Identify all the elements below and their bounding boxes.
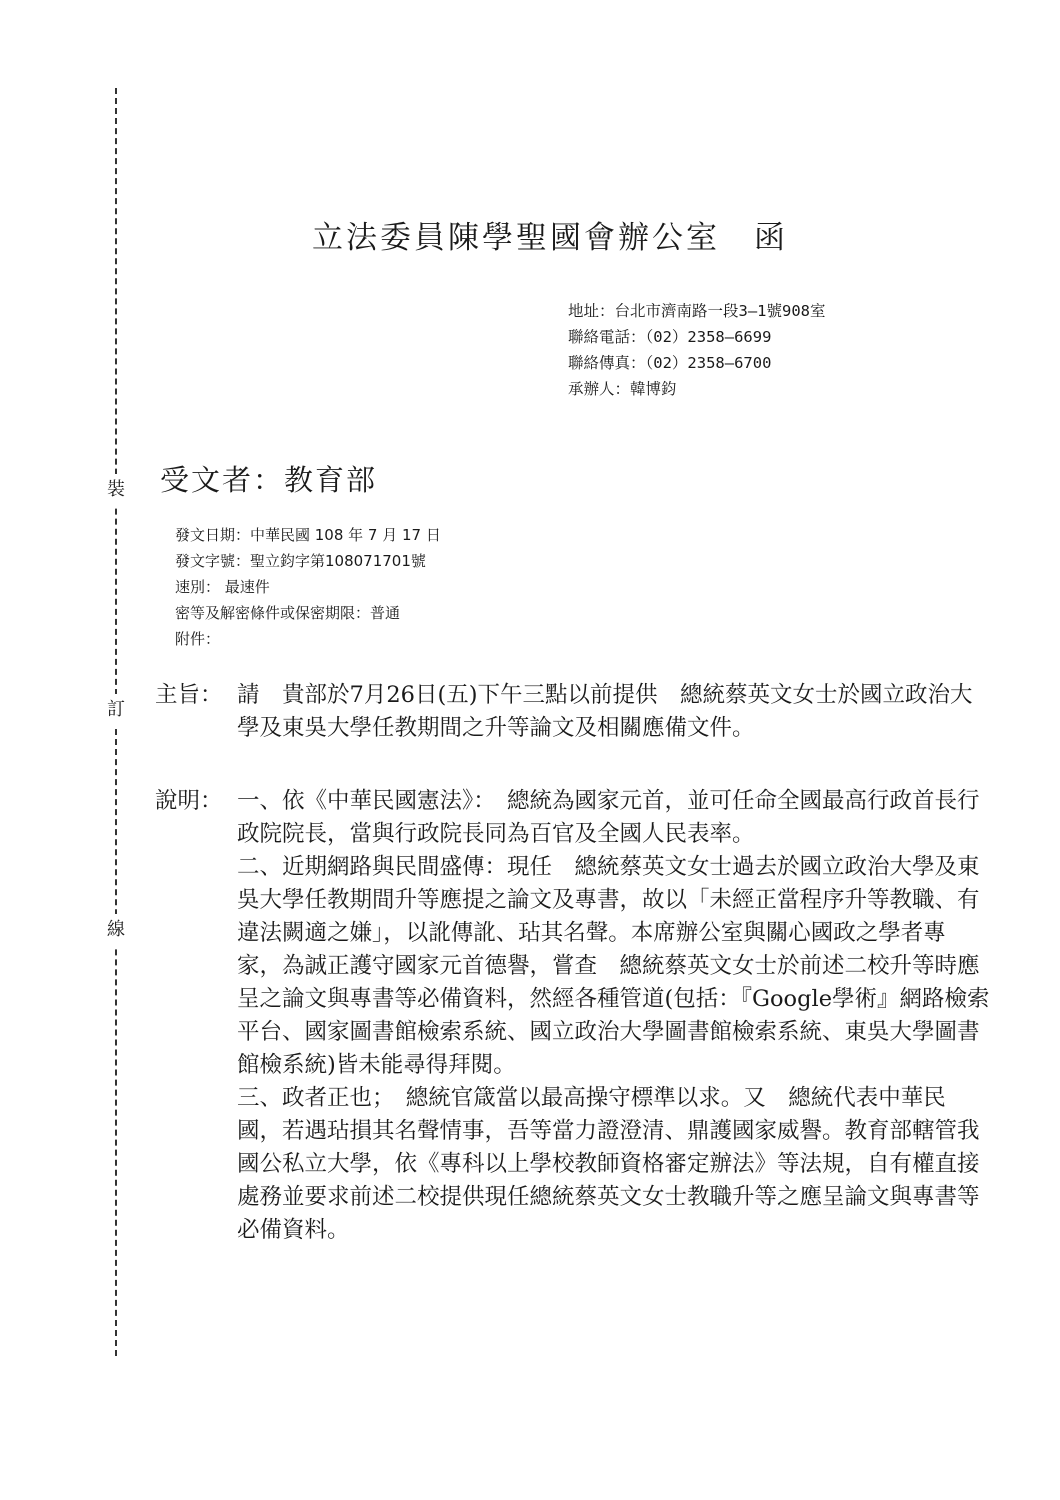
explanation-paragraph-1: 一、依《中華民國憲法》： 總統為國家元首，並可任命全國最高行政首長行政院院長，當與行政院長同為百官及全國人民表率。 xyxy=(237,788,980,847)
contact-address: 地址：台北市濟南路一段3—1號908室 xyxy=(568,302,826,320)
document-title: 立法委員陳學聖國會辦公室 函 xyxy=(312,220,788,256)
subject-label: 主旨： xyxy=(155,682,223,708)
recipient: 受文者：教育部 xyxy=(160,463,378,497)
explanation-label: 說明： xyxy=(155,788,223,814)
secrecy-level: 密等及解密條件或保密期限：普通 xyxy=(175,604,401,622)
explanation-paragraph-3: 三、政者正也； 總統官箴當以最高操守標準以求。又 總統代表中華民國，若遇玷損其名聲情事，吾等當力證澄清、鼎護國家威譽。教育部轄管我國公私立大學，依《專科以上學校教師資格審定辦法》等法規，自有權直接處務並要求前述二校提供現任總統蔡英文女士教職升等之應呈論文與專書等必備資料。 xyxy=(237,1085,980,1243)
binding-label-zhuang: 裝 xyxy=(104,474,128,506)
contact-block xyxy=(568,298,826,402)
meta-block xyxy=(175,522,441,652)
binding-label-ding: 訂 xyxy=(104,694,128,726)
subject-text: 請 貴部於7月26日(五)下午三點以前提供 總統蔡英文女士於國立政治大學及東吳大學任教期間之升等論文及相關應備文件。 xyxy=(237,682,973,741)
contact-fax: 聯絡傳真：（02）2358—6700 xyxy=(568,354,772,372)
explanation-body xyxy=(237,785,990,1247)
issue-date: 發文日期：中華民國 108 年 7 月 17 日 xyxy=(175,526,441,544)
contact-phone: 聯絡電話：（02）2358—6699 xyxy=(568,328,772,346)
subject-section xyxy=(155,679,990,745)
speed-level: 速別： 最速件 xyxy=(175,578,270,596)
binding-label-xian: 線 xyxy=(104,914,128,946)
contact-handler: 承辦人：韓博鈞 xyxy=(568,380,677,398)
explanation-paragraph-2: 二、近期網路與民間盛傳：現任 總統蔡英文女士過去於國立政治大學及東吳大學任教期間升等應提之論文及專書，故以「未經正當程序升等教職、有違法闕適之嫌」，以訛傳訛、玷其名聲。本席辦公室與關心國政之學者專家，為誠正護守國家元首德譽，嘗查 總統蔡英文女士於前述二校升等時應呈之論文與專書等必備資料，然經各種管道(包括：『Google學術』網路檢索平台、國家圖書館檢索系統、國立政治大學圖書館檢索系統、東吳大學圖書館檢系統)皆未能尋得拜閱。 xyxy=(237,854,990,1078)
attachment: 附件： xyxy=(175,630,221,648)
explanation-section xyxy=(155,785,990,1247)
document-number: 發文字號：聖立鈞字第108071701號 xyxy=(175,552,426,570)
